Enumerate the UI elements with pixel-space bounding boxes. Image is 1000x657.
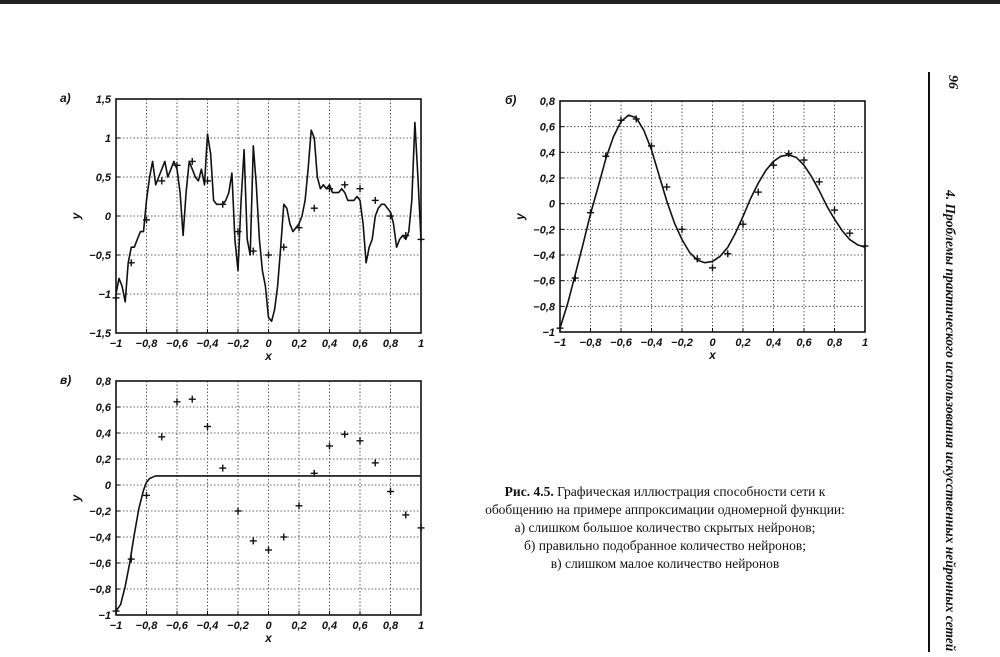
y-tick-label: 0,6 [95,402,111,414]
data-point [174,398,181,405]
y-tick-label: 0,6 [539,121,555,134]
data-point [113,294,120,301]
y-tick-label: 0,2 [539,173,555,185]
x-tick-label: −0,6 [166,338,188,350]
x-tick-label: 0 [265,620,272,632]
caption-line-4: б) правильно подобранное количество нейронов; [524,538,806,553]
y-tick-label: −0,4 [89,532,111,544]
plot-panel-c [60,373,425,645]
y-tick-label: −0,6 [533,275,555,288]
data-point [235,508,242,515]
y-tick-label: −1 [542,327,555,339]
x-tick-label: 1 [417,338,425,350]
data-point [372,459,379,466]
x-tick-label: −1 [109,620,123,632]
y-tick-label: −0,2 [533,224,555,237]
data-point [357,185,364,192]
panel-label: в) [60,373,72,387]
x-tick-label: 0,8 [382,620,399,632]
x-tick-label: 0,8 [826,337,843,349]
caption-line-3: а) слишком большое количество скрытых нейронов; [514,520,816,535]
data-point [387,488,394,495]
caption-label: Рис. 4.5. [504,484,554,499]
data-point [143,492,150,499]
x-tick-label: −0,4 [640,337,663,349]
x-tick-label: 0,6 [796,337,812,349]
caption-line-5: в) слишком малое количество нейронов [550,556,780,571]
caption-line-1: Рис. 4.5. Графическая иллюстрация способности сети к [504,484,826,499]
data-point [265,547,272,554]
data-point [189,396,196,403]
y-tick-label: 0 [548,198,555,211]
y-tick-label: −0,8 [89,584,111,596]
x-tick-label: 0,4 [765,337,782,349]
y-tick-label: 0,8 [539,96,555,108]
data-point [296,224,303,231]
x-tick-label: −0,8 [135,620,158,632]
data-point [250,537,257,544]
data-point [618,117,625,124]
x-axis-label: x [265,631,272,645]
data-point [663,183,670,190]
running-head: 4. Проблемы практического использования искусственных нейронных сетей [943,190,958,652]
y-tick-label: 0 [104,480,111,492]
y-tick-label: 0,4 [539,147,555,160]
y-axis-label: y [69,494,83,502]
x-tick-label: 1 [417,620,425,632]
data-point [128,556,135,563]
data-point [204,423,211,430]
x-tick-label: 1 [861,337,869,349]
data-point [296,502,303,509]
y-axis-label: y [69,212,83,220]
x-tick-label: −0,6 [166,620,188,632]
figure-caption [455,483,875,573]
x-tick-label: 0 [709,337,716,349]
data-point [219,465,226,472]
x-tick-label: 0 [265,338,272,350]
data-point [311,205,318,212]
data-point [372,197,379,204]
x-axis-label: x [709,348,716,362]
x-tick-label: 0,2 [735,337,751,349]
y-tick-label: −0,8 [533,301,555,314]
x-tick-label: 0,6 [352,338,368,350]
x-tick-label: −0,2 [227,620,249,632]
data-point [770,162,777,169]
x-tick-label: 0,4 [321,620,338,632]
x-tick-label: 0,2 [291,338,307,350]
x-tick-label: −0,2 [671,337,693,349]
caption-line-2: обобщению на примере аппроксимации одномерной функции: [485,502,845,517]
data-point [679,226,686,233]
x-tick-label: −0,6 [610,337,632,349]
data-point [557,325,564,332]
data-point [341,431,348,438]
data-point [280,534,287,541]
y-tick-label: −0,4 [533,250,555,262]
data-point [709,264,716,271]
data-point [265,252,272,259]
y-tick-label: 0,4 [95,428,111,440]
data-point [158,433,165,440]
x-tick-label: −0,4 [196,620,219,632]
y-tick-label: 0 [104,211,111,223]
data-point [816,178,823,185]
x-tick-label: −0,2 [227,338,249,350]
y-tick-label: 0,2 [95,454,111,466]
y-tick-label: −0,5 [89,250,111,262]
plot-panel-b [505,93,869,362]
data-point [341,181,348,188]
x-tick-label: −0,4 [196,338,219,350]
panel-label: а) [60,91,71,105]
data-point [862,243,869,250]
panel-label: б) [505,93,517,107]
plot-panel-a [60,91,425,363]
x-axis-label: x [265,349,272,363]
x-tick-label: 0,2 [291,620,307,632]
y-tick-label: 0,5 [95,172,111,184]
y-tick-label: −0,6 [89,558,111,570]
data-point [326,443,333,450]
data-point [831,207,838,214]
x-tick-label: −1 [553,337,567,349]
x-tick-label: −0,8 [579,337,602,349]
x-tick-label: 0,8 [382,338,399,350]
y-tick-label: −1,5 [89,328,111,340]
x-tick-label: −0,8 [135,338,158,350]
y-tick-label: 1 [104,133,111,145]
y-tick-label: −0,2 [89,506,111,518]
data-point [158,177,165,184]
y-tick-label: 0,8 [95,376,111,388]
margin-rule [928,72,930,652]
x-tick-label: −1 [109,338,123,350]
y-tick-label: 1,5 [95,94,111,106]
x-tick-label: 0,6 [352,620,368,632]
y-tick-label: −1 [98,289,111,301]
x-tick-label: 0,4 [321,338,338,350]
y-tick-label: −1 [98,610,111,622]
data-point [587,209,594,216]
data-point [418,236,425,243]
page-number: 96 [945,75,960,89]
y-axis-label: y [513,213,527,220]
data-point [357,437,364,444]
data-point [418,524,425,531]
data-point [402,511,409,518]
